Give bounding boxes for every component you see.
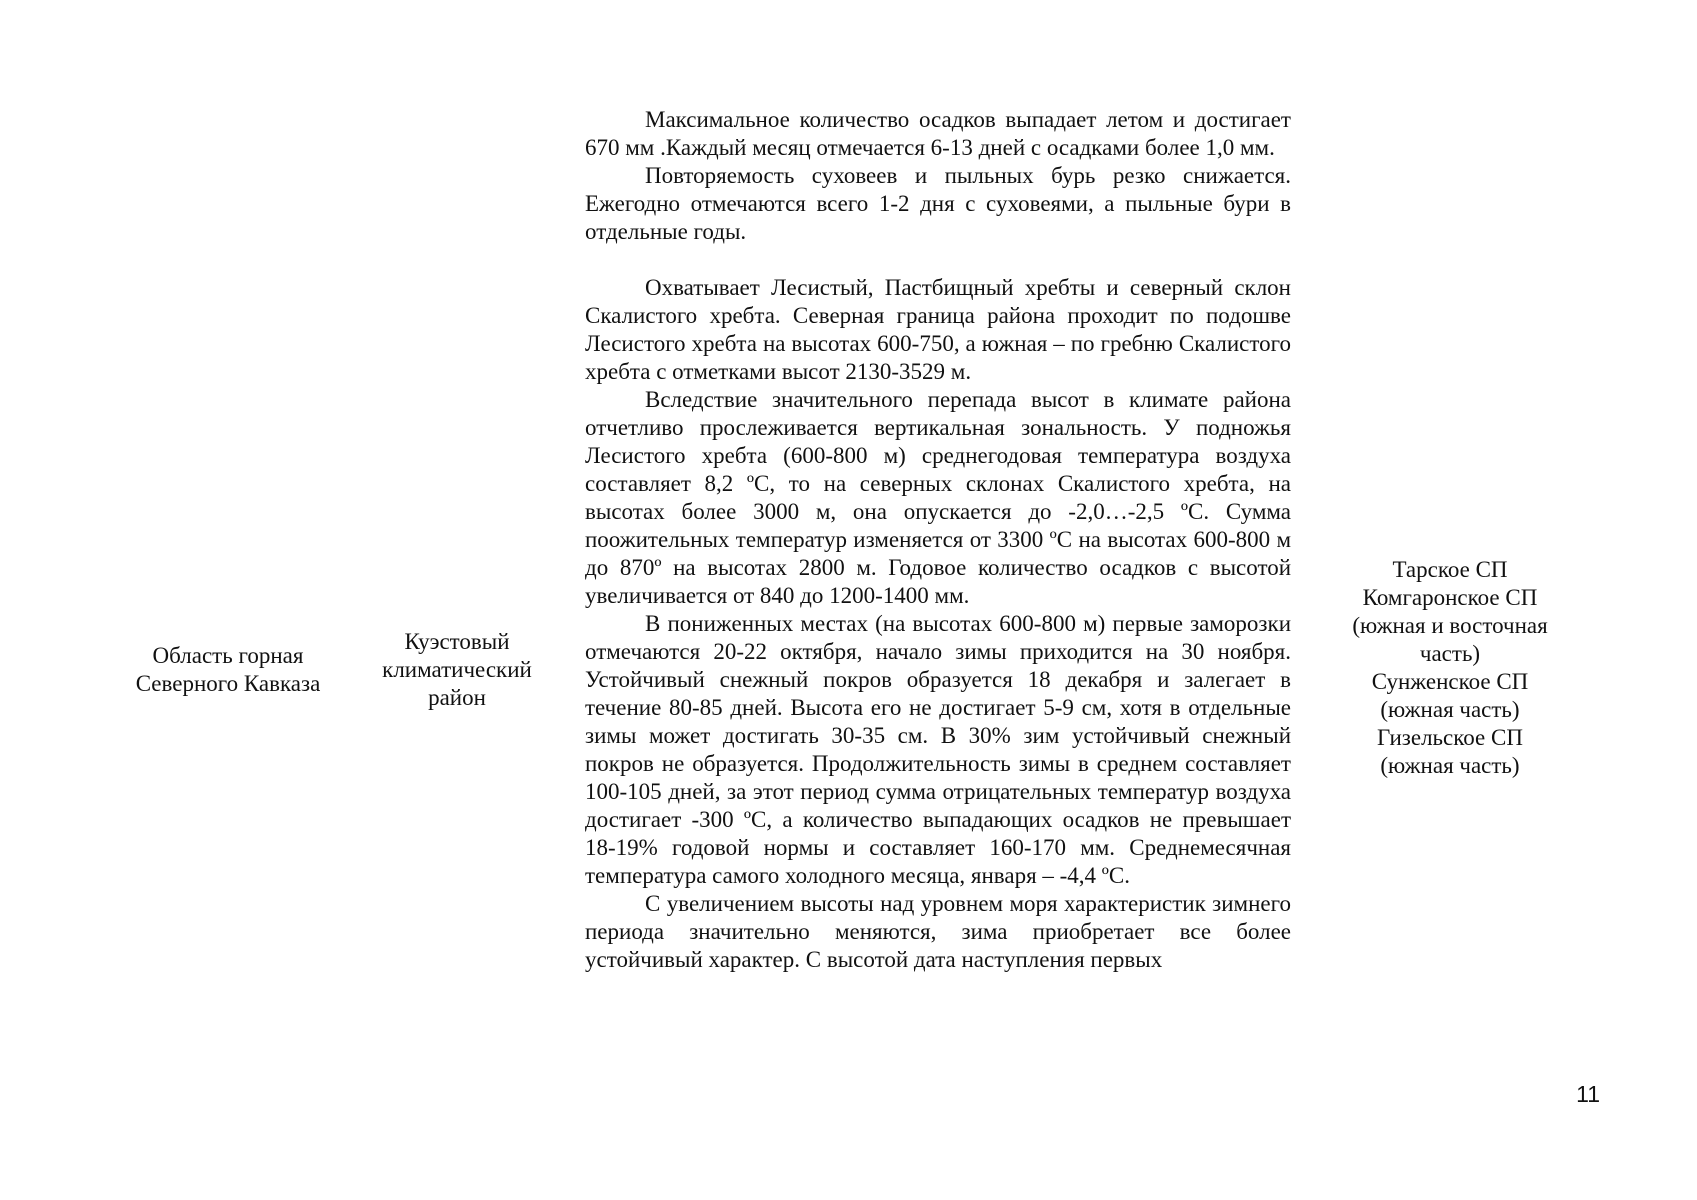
description-paragraph: Охватывает Лесистый, Пастбищный хребты и северный склон Скалистого хребта. Северная граница района проходит по подошве Лесистого хребта на высотах 600-750, а южная – по гребню Скалистого хребта с отметками высот 2130-3529 м.	[585, 275, 1291, 384]
region-line: Область горная	[152, 643, 304, 668]
description-paragraph: Вследствие значительного перепада высот в климате района отчетливо прослеживается вертикальная зональность. У подножья Лесистого хребта (600-800 м) среднегодовая температура воздуха составляет 8,2 ºС, то на северных склонах Скалистого хребта, на высотах более 3000 м, она опускается до -2,0…-2,5 ºС. Сумма поожительных температур изменяется от 3300 ºС на высотах 600-800 м до 870º на высотах 2800 м. Годовое количество осадков с высотой увеличивается от 840 до 1200-1400 мм.	[585, 387, 1291, 608]
settlement-line: Комгаронское СП	[1362, 585, 1538, 610]
district-line: район	[428, 685, 486, 710]
page-number: 11	[1576, 1081, 1600, 1107]
region-line: Северного Кавказа	[135, 671, 321, 696]
settlement-line: Тарское СП	[1392, 557, 1508, 582]
description-paragraph: В пониженных местах (на высотах 600-800 м) первые заморозки отмечаются 20-22 октября, начало зимы приходится на 30 ноября. Устойчивый снежный покров образуется 18 декабря и залегает в течение 80-85 дней. Высота его не достигает 5-9 см, хотя в отдельные зимы может достигать 30-35 см. В 30% зим устойчивый снежный покров не образуется. Продолжительность зимы в среднем составляет 100-105 дней, за этот период сумма отрицательных температур воздуха достигает -300 ºС, а количество выпадающих осадков не превышает 18-19% годовой нормы и составляет 160-170 мм. Среднемесячная температура самого холодного месяца, января – -4,4 ºС.	[585, 611, 1291, 888]
settlement-line: Гизельское СП	[1377, 725, 1523, 750]
district-line: климатический	[382, 657, 532, 682]
settlement-line: (южная и восточная	[1352, 613, 1548, 638]
description-cell	[585, 106, 1291, 974]
description-paragraph: Максимальное количество осадков выпадает летом и достигает 670 мм .Каждый месяц отмечается 6-13 дней с осадками более 1,0 мм.	[585, 107, 1291, 160]
description-paragraph: Повторяемость суховеев и пыльных бурь резко снижается. Ежегодно отмечаются всего 1-2 дня с суховеями, а пыльные бури в отдельные годы.	[585, 163, 1291, 244]
district-line: Куэстовый	[404, 629, 510, 654]
settlements-cell	[1328, 556, 1572, 780]
settlement-line: часть)	[1419, 641, 1481, 666]
settlement-line: (южная часть)	[1380, 753, 1520, 778]
settlement-line: Сунженское СП	[1371, 669, 1529, 694]
settlement-line: (южная часть)	[1380, 697, 1520, 722]
paragraph-spacer	[585, 246, 1291, 274]
district-cell	[362, 628, 552, 712]
description-paragraph: С увеличением высоты над уровнем моря характеристик зимнего периода значительно меняются, зима приобретает все более устойчивый характер. С высотой дата наступления первых	[585, 891, 1291, 972]
region-cell	[108, 642, 348, 698]
